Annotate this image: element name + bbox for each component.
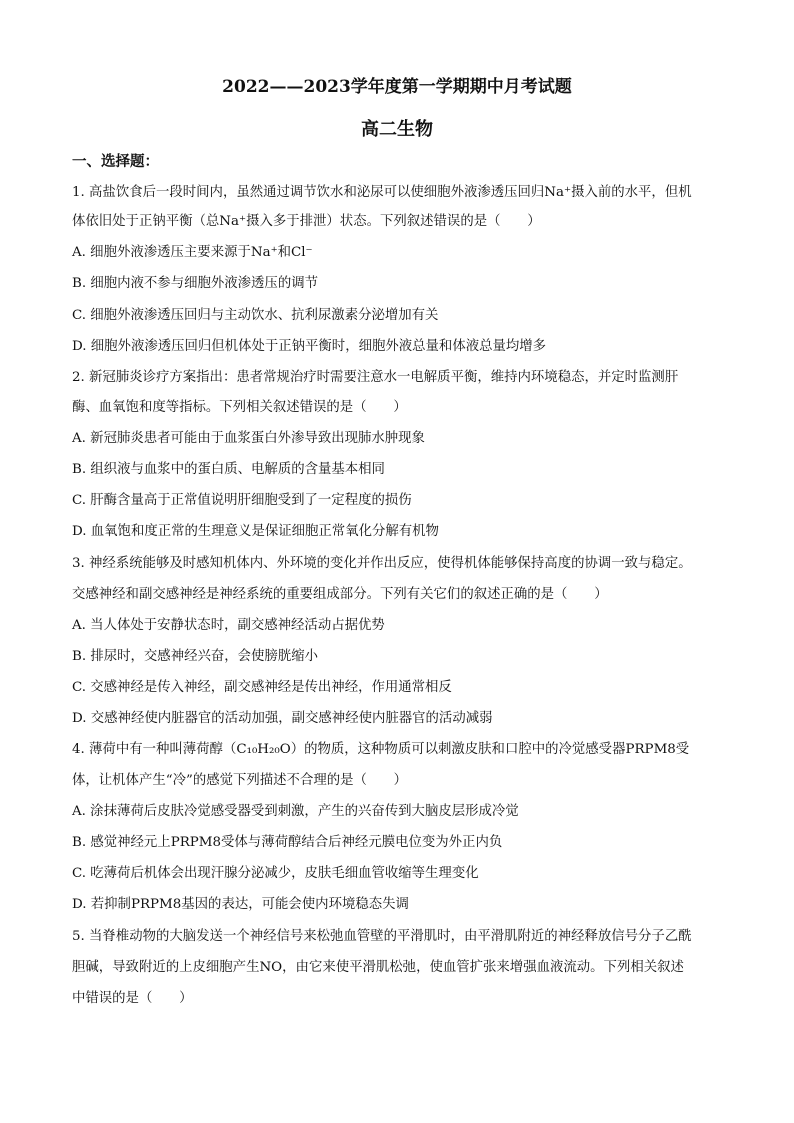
question-2-option-b: B. 组织液与血浆中的蛋白质、电解质的含量基本相同 <box>72 462 385 477</box>
question-3-option-c: C. 交感神经是传入神经，副交感神经是传出神经，作用通常相反 <box>72 680 452 695</box>
question-4-option-d: D. 若抑制PRPM8基因的表达，可能会使内环境稳态失调 <box>72 897 409 912</box>
question-1-line-2: 体依旧处于正钠平衡（总Na⁺摄入多于排泄）状态。下列叙述错误的是（ ） <box>72 214 541 229</box>
exam-title: 2022——2023学年度第一学期期中月考试题 <box>222 77 572 97</box>
question-2-line-1: 2. 新冠肺炎诊疗方案指出：患者常规治疗时需要注意水一电解质平衡，维持内环境稳态，并定时监测肝 <box>72 370 679 385</box>
section-heading: 一、选择题： <box>72 153 159 170</box>
question-1-option-a: A. 细胞外液渗透压主要来源于Na⁺和Cl⁻ <box>72 245 313 260</box>
question-2-option-c: C. 肝酶含量高于正常值说明肝细胞受到了一定程度的损伤 <box>72 493 412 508</box>
question-1-option-d: D. 细胞外液渗透压回归但机体处于正钠平衡时，细胞外液总量和体液总量均增多 <box>72 339 547 354</box>
question-4-line-2: 体，让机体产生“冷”的感觉下列描述不合理的是（ ） <box>72 773 408 788</box>
question-4-option-b: B. 感觉神经元上PRPM8受体与薄荷醇结合后神经元膜电位变为外正内负 <box>72 835 503 850</box>
question-4-option-a: A. 涂抹薄荷后皮肤冷觉感受器受到刺激，产生的兴奋传到大脑皮层形成冷觉 <box>72 804 519 819</box>
question-2-line-2: 酶、血氧饱和度等指标。下列相关叙述错误的是（ ） <box>72 400 407 415</box>
question-3-option-b: B. 排尿时，交感神经兴奋，会使膀胱缩小 <box>72 649 318 664</box>
question-5-line-2: 胆碱，导致附近的上皮细胞产生NO，由它来使平滑肌松弛，使血管扩张来增强血液流动。下列相关叙述 <box>72 960 684 975</box>
question-5-line-3: 中错误的是（ ） <box>72 991 193 1006</box>
question-2-option-a: A. 新冠肺炎患者可能由于血浆蛋白外渗导致出现肺水肿现象 <box>72 431 425 446</box>
question-3-line-2: 交感神经和副交感神经是神经系统的重要组成部分。下列有关它们的叙述正确的是（ ） <box>72 587 608 602</box>
question-1-line-1: 1. 高盐饮食后一段时间内，虽然通过调节饮水和泌尿可以使细胞外液渗透压回归Na⁺摄入前的水平，但机 <box>72 185 692 200</box>
question-3-option-d: D. 交感神经使内脏器官的活动加强，副交感神经使内脏器官的活动减弱 <box>72 711 493 726</box>
question-1-option-b: B. 细胞内液不参与细胞外液渗透压的调节 <box>72 276 318 291</box>
question-3-option-a: A. 当人体处于安静状态时，副交感神经活动占据优势 <box>72 618 385 633</box>
question-1-option-c: C. 细胞外液渗透压回归与主动饮水、抗利尿激素分泌增加有关 <box>72 308 439 323</box>
question-4-option-c: C. 吃薄荷后机体会出现汗腺分泌减少，皮肤毛细血管收缩等生理变化 <box>72 866 479 881</box>
question-4-line-1: 4. 薄荷中有一种叫薄荷醇（C₁₀H₂₀O）的物质，这种物质可以刺激皮肤和口腔中的冷觉感受器PRPM8受 <box>72 742 690 757</box>
question-3-line-1: 3. 神经系统能够及时感知机体内、外环境的变化并作出反应，使得机体能够保持高度的协调一致与稳定。 <box>72 556 692 571</box>
question-2-option-d: D. 血氧饱和度正常的生理意义是保证细胞正常氧化分解有机物 <box>72 524 439 539</box>
exam-subject: 高二生物 <box>361 119 433 140</box>
question-5-line-1: 5. 当脊椎动物的大脑发送一个神经信号来松弛血管壁的平滑肌时，由平滑肌附近的神经释放信号分子乙酰 <box>72 929 692 944</box>
